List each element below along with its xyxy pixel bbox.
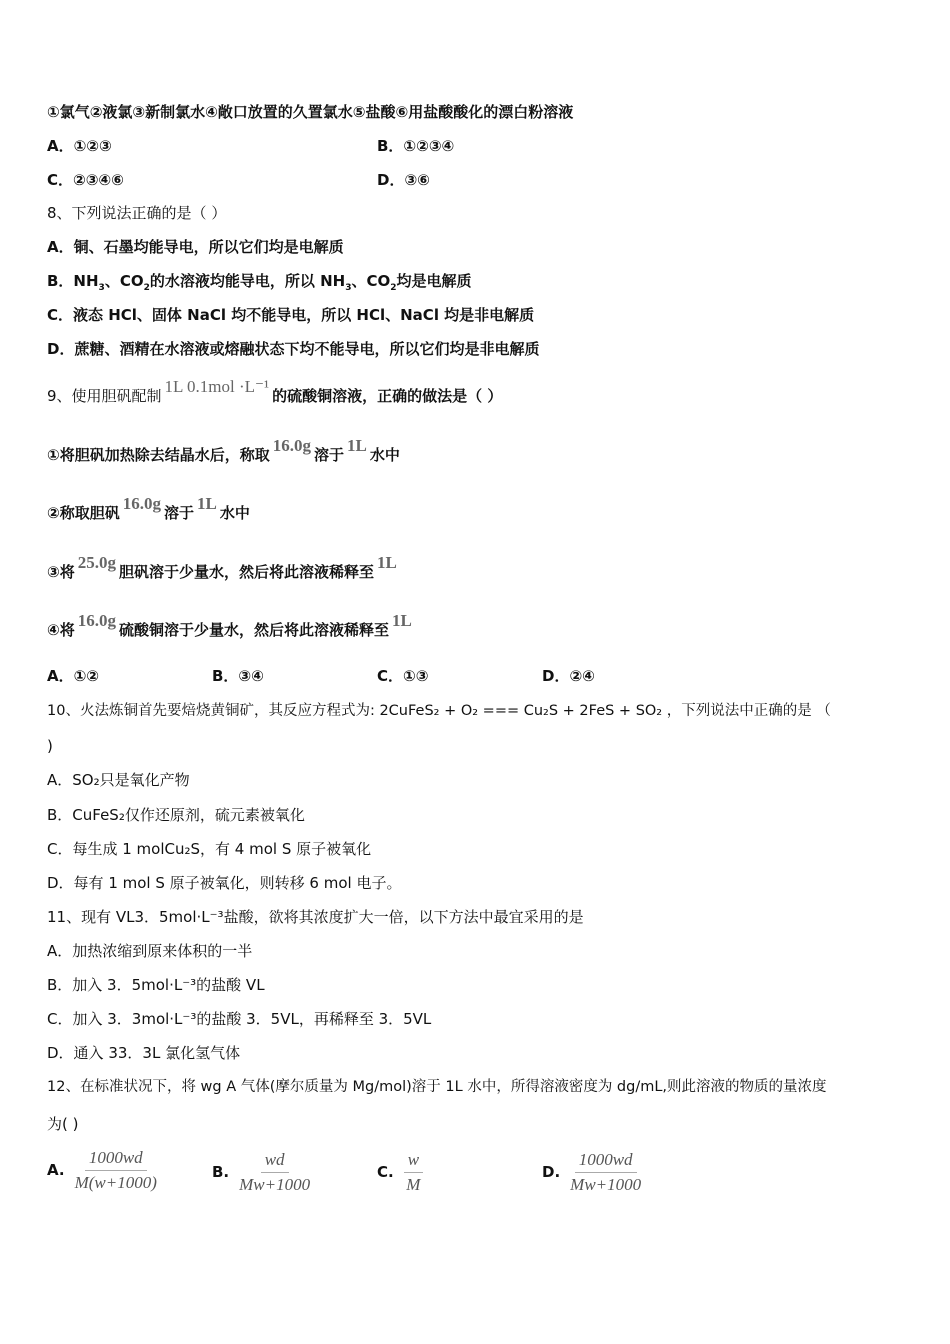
q10-stem-cont: ) — [47, 737, 53, 755]
q8-stem: 8、下列说法正确的是（ ） — [47, 204, 227, 222]
q10-stem: 10、火法炼铜首先要焙烧黄铜矿，其反应方程式为: 2CuFeS₂ + O₂ === Cu₂S + 2FeS + SO₂ ，下列说法中正确的是 （ — [47, 703, 831, 719]
q9-option-c: C．①③ — [377, 667, 429, 685]
q9-statement-1: ①将胆矾加热除去结晶水后，称取 16.0g 溶于 1L 水中 — [47, 436, 400, 464]
q7-items: ①氯气②液氯③新制氯水④敞口放置的久置氯水⑤盐酸⑥用盐酸酸化的漂白粉溶液 — [47, 103, 574, 121]
q7-option-d: D．③⑥ — [377, 171, 430, 189]
q8-option-b: B．$NH_3$、$CO_2$的水溶液均能导电，所以 $NH_3$、$CO_2$均是电解质 — [47, 272, 472, 293]
q10-option-c: C．每生成 1 molCu₂S，有 4 mol S 原子被氧化 — [47, 840, 372, 858]
q9-statement-2: ②称取胆矾 16.0g 溶于 1L 水中 — [47, 494, 250, 522]
q9-stem: 9、使用胆矾配制 1L 0.1mol ·L⁻¹ 的硫酸铜溶液，正确的做法是（ ） — [47, 377, 503, 405]
q12-stem: 12、在标准状况下，将 wg A 气体(摩尔质量为 Mg/mol)溶于 1L 水中，所得溶液密度为 dg/mL,则此溶液的物质的量浓度 — [47, 1079, 827, 1095]
q12-option-c: C. $\frac{w}{M}$ — [377, 1150, 423, 1195]
q7-option-b: B．①②③④ — [377, 137, 455, 155]
q12-option-b: B. $\frac{wd}{Mw+1000}$ — [212, 1150, 311, 1194]
q9-option-b: B．③④ — [212, 667, 264, 685]
q7-option-c: C．②③④⑥ — [47, 171, 124, 189]
q9-statement-3: ③将 25.0g 胆矾溶于少量水，然后将此溶液稀释至 1L — [47, 553, 397, 581]
q11-option-d: D．通入 33．3L 氯化氢气体 — [47, 1044, 241, 1062]
q11-option-c: C．加入 3．3mol·L⁻³的盐酸 3．5VL，再稀释至 3．5VL — [47, 1010, 432, 1028]
q11-option-a: A．加热浓缩到原来体积的一半 — [47, 942, 253, 960]
q12-stem-cont: 为( ) — [47, 1115, 79, 1133]
q9-option-d: D．②④ — [542, 667, 595, 685]
q10-option-d: D．每有 1 mol S 原子被氧化，则转移 6 mol 电子。 — [47, 874, 402, 892]
q8-option-a: A．铜、石墨均能导电，所以它们均是电解质 — [47, 238, 344, 256]
q11-option-b: B．加入 3．5mol·L⁻³的盐酸 VL — [47, 976, 265, 994]
q12-option-d: D. $\frac{1000wd}{Mw+1000}$ — [542, 1150, 642, 1194]
q10-option-b: B．CuFeS₂仅作还原剂，硫元素被氧化 — [47, 806, 305, 824]
q11-stem: 11、现有 VL3．5mol·L⁻³盐酸，欲将其浓度扩大一倍，以下方法中最宜采用的是 — [47, 908, 584, 926]
q7-option-a: A．①②③ — [47, 137, 112, 155]
q8-option-c: C．液态 HCl、固体 NaCl 均不能导电，所以 HCl、NaCl 均是非电解质 — [47, 306, 535, 324]
q8-option-d: D．蔗糖、酒精在水溶液或熔融状态下均不能导电，所以它们均是非电解质 — [47, 340, 540, 358]
q9-statement-4: ④将 16.0g 硫酸铜溶于少量水，然后将此溶液稀释至 1L — [47, 611, 412, 639]
q9-option-a: A．①② — [47, 667, 100, 685]
q12-option-a: A. $\frac{1000wd}{M(w+1000)}$ — [47, 1148, 157, 1192]
q10-option-a: A．SO₂只是氧化产物 — [47, 771, 190, 789]
